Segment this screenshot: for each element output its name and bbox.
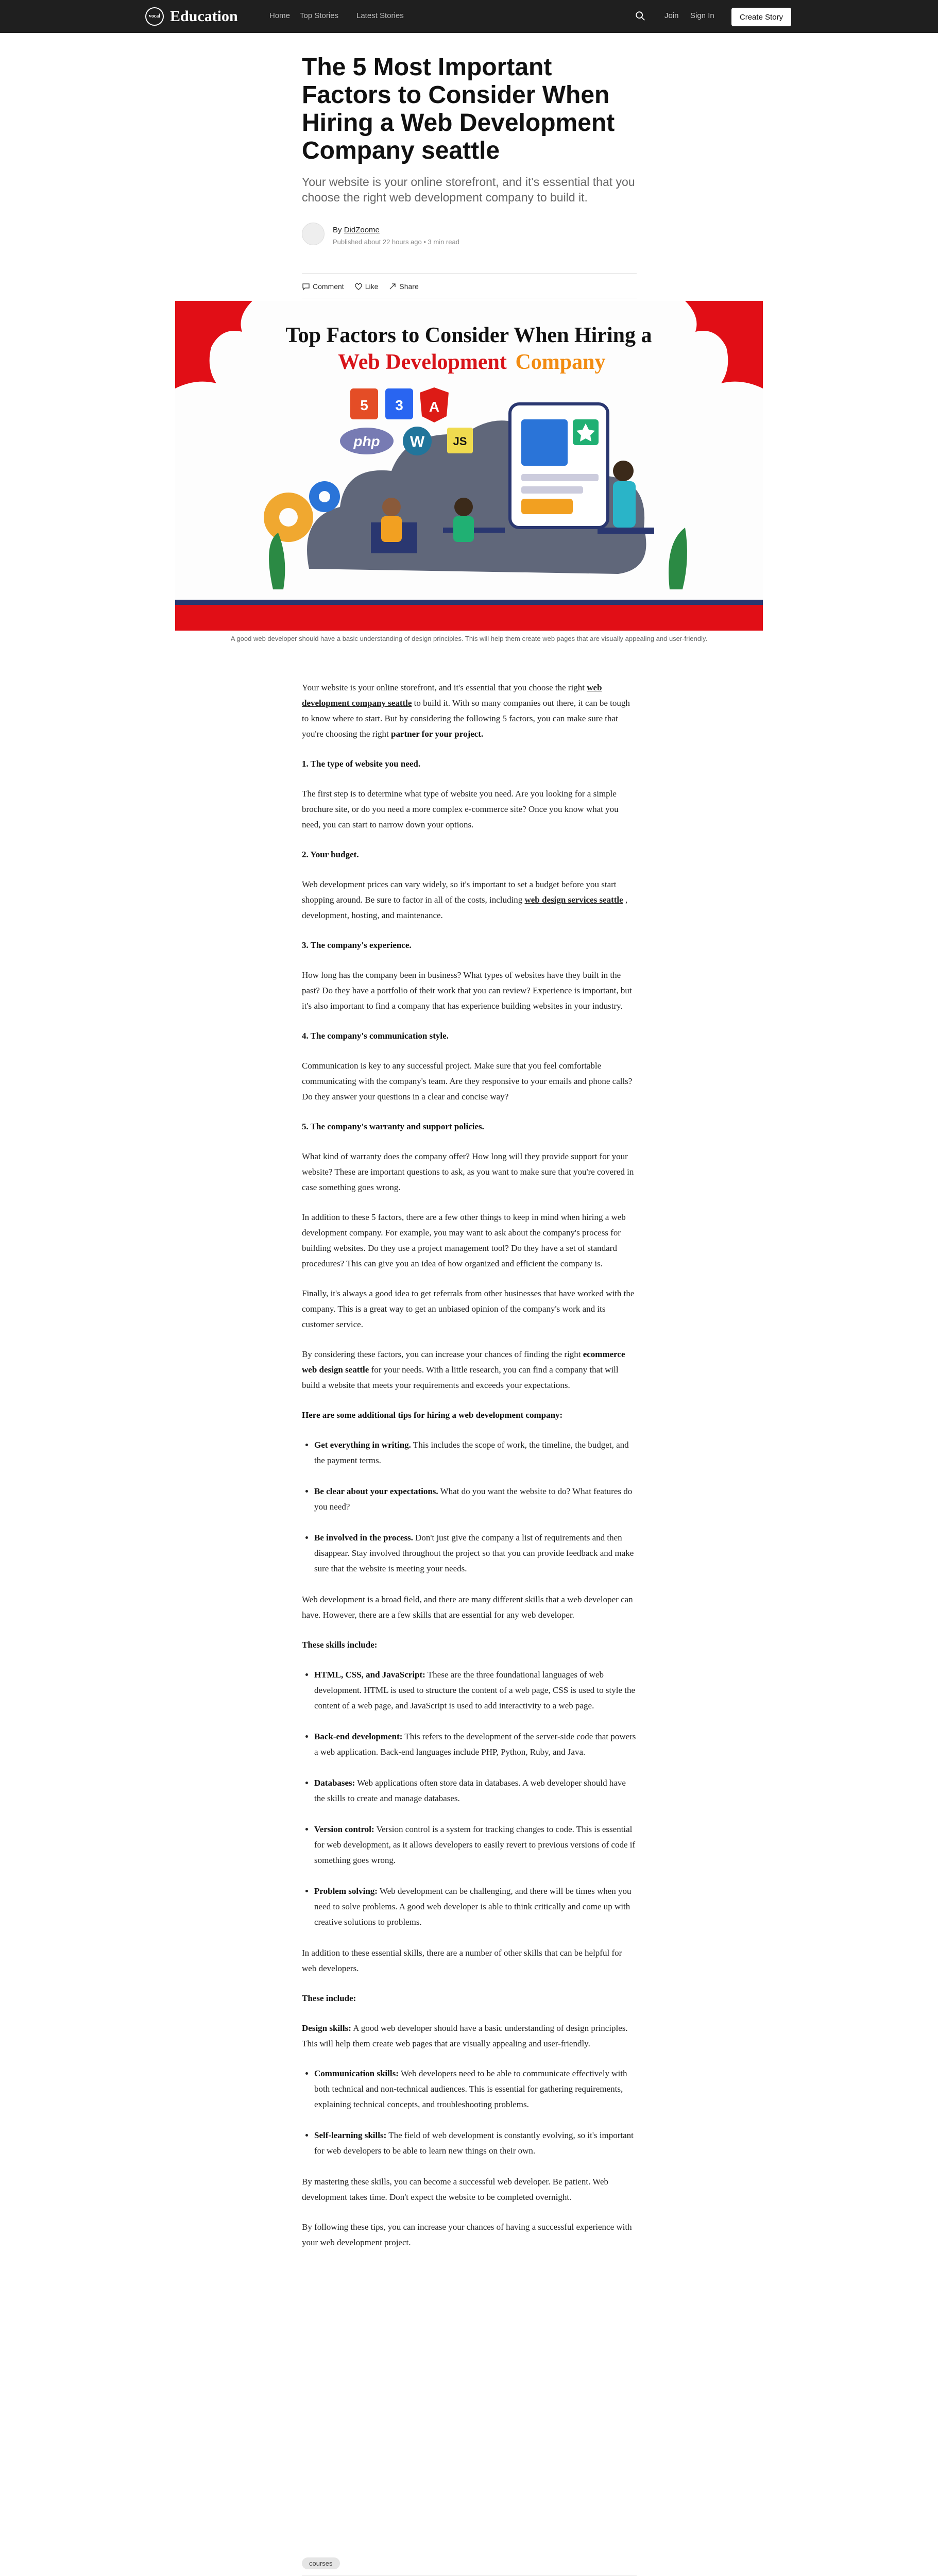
heart-icon xyxy=(354,282,363,291)
comment-label: Comment xyxy=(313,282,344,291)
text: for your needs. With a little research, you can find a company that will build a website that meets your requirements and exceeds your expectations. xyxy=(302,1365,619,1390)
hero-heading-orange: Company xyxy=(515,350,606,374)
bold-text: Get everything in writing. xyxy=(314,1440,411,1450)
list-item xyxy=(314,2066,637,2112)
hero-heading-line1: Top Factors to Consider When Hiring a xyxy=(285,324,652,347)
article-actions-top xyxy=(302,282,419,291)
heading-text: These skills include: xyxy=(302,1640,378,1650)
text: These are the three foundational languages of web development. HTML is used to structure the content of a web page, CSS is used to style the content of a web page, and JavaScript is used to add interactivity to a web page. xyxy=(314,1670,636,1710)
create-story-button[interactable]: Create Story xyxy=(731,8,791,26)
section-heading xyxy=(302,1408,637,1423)
bold-text: Be clear about your expectations. xyxy=(314,1486,438,1496)
share-label: Share xyxy=(399,282,419,291)
heading-text: 2. Your budget. xyxy=(302,850,359,859)
share-action[interactable] xyxy=(388,282,418,291)
tag-chip[interactable]: courses xyxy=(302,2557,340,2569)
hero-image xyxy=(175,301,763,631)
section-heading xyxy=(302,938,637,953)
nav-latest-stories[interactable]: Latest Stories xyxy=(356,11,404,20)
section-heading xyxy=(302,1119,637,1134)
html5-icon: 5 xyxy=(360,397,368,413)
heading-text: 4. The company's communication style. xyxy=(302,1031,449,1041)
comment-action[interactable] xyxy=(302,282,344,291)
hero-illustration xyxy=(175,301,763,631)
section-heading xyxy=(302,1991,637,2006)
text: Web development prices can vary widely, so it's important to set a budget before you start shopping around. Be sure to factor in all of the costs, including xyxy=(302,879,617,905)
paragraph xyxy=(302,2021,637,2052)
text: The field of web development is constantly evolving, so it's important for web developers to be able to learn new things on their own. xyxy=(314,2130,634,2156)
list-item xyxy=(314,1667,637,1714)
bold-text: Databases: xyxy=(314,1778,355,1788)
bold-text: Problem solving: xyxy=(314,1886,378,1896)
article-body xyxy=(302,680,637,2265)
nav-home[interactable]: Home xyxy=(269,11,291,20)
text: to build it. With so many companies out there, it can be tough to know where to start. But by considering the following 5 factors, you can make sure that you're choosing the right xyxy=(302,698,630,739)
text: Version control is a system for tracking changes to code. This is essential for web development, as it allows developers to easily revert to previous versions of code if something goes wrong. xyxy=(314,1824,636,1865)
text: Web applications often store data in databases. A web developer should have the skills to create and manage databases. xyxy=(314,1778,626,1803)
paragraph: By following these tips, you can increase your chances of having a successful experience with your web development project. xyxy=(302,2222,632,2247)
top-navigation-bar xyxy=(0,0,938,33)
angular-icon: A xyxy=(429,399,440,415)
heading-text: Here are some additional tips for hiring a web development company: xyxy=(302,1410,563,1420)
inline-link[interactable]: web development company seattle xyxy=(302,683,602,708)
list-item xyxy=(314,1822,637,1868)
section-heading xyxy=(302,756,637,772)
article-subtitle: Your website is your online storefront, and it's essential that you choose the right web development company to build it. xyxy=(302,175,635,204)
like-label: Like xyxy=(365,282,379,291)
nav-top-stories[interactable]: Top Stories xyxy=(300,11,339,20)
join-link[interactable]: Join xyxy=(664,11,679,20)
heading-text: 5. The company's warranty and support policies. xyxy=(302,1122,484,1131)
bold-text: HTML, CSS, and JavaScript: xyxy=(314,1670,425,1680)
author-byline xyxy=(333,226,380,234)
text: This includes the scope of work, the timeline, the budget, and the payment terms. xyxy=(314,1440,629,1465)
text: By considering these factors, you can increase your chances of finding the right xyxy=(302,1349,583,1359)
vocal-logo-mark[interactable]: vocal xyxy=(145,7,164,26)
text: , development, hosting, and maintenance. xyxy=(302,895,628,920)
author-name-link[interactable]: DidZoome xyxy=(344,226,380,234)
bold-text: Self-learning skills: xyxy=(314,2130,387,2140)
heading-text: 1. The type of website you need. xyxy=(302,759,421,769)
article-title: The 5 Most Important Factors to Consider When Hiring a Web Development Company seattle xyxy=(302,54,615,164)
tips-list xyxy=(302,1437,637,1577)
list-item xyxy=(314,1884,637,1930)
skills-list xyxy=(302,1667,637,1930)
css3-icon: 3 xyxy=(395,397,403,413)
sign-in-link[interactable]: Sign In xyxy=(690,11,714,20)
text: Don't just give the company a list of requirements and then disappear. Stay involved throughout the project so that you can provide feedback and make sure that the website is meeting your needs. xyxy=(314,1533,634,1573)
hero-heading-red: Web Development xyxy=(338,350,507,374)
paragraph: Web development is a broad field, and there are many different skills that a web developer can have. However, there are a few skills that are essential for any web developer. xyxy=(302,1595,633,1620)
hero-caption: A good web developer should have a basic understanding of design principles. This will help them create web pages that are visually appealing and user-friendly. xyxy=(230,635,708,642)
community-logo-text[interactable]: Education xyxy=(170,8,238,25)
list-item xyxy=(314,1484,637,1515)
paragraph: The first step is to determine what type of website you need. Are you looking for a simple brochure site, or do you need a more complex e-commerce site? Once you know what you need, you can start to narrow down your options. xyxy=(302,789,619,829)
paragraph: How long has the company been in business? What types of websites have they built in the past? Do they have a portfolio of their work that you can review? Experience is important, but it's also important to find a company that has experience building websites in your industry. xyxy=(302,970,632,1011)
php-icon: php xyxy=(353,433,380,449)
bold-text: Design skills: xyxy=(302,2023,351,2033)
javascript-icon: JS xyxy=(453,435,467,448)
paragraph: Communication is key to any successful project. Make sure that you feel comfortable communicating with the company's team. Are they responsive to your emails and phone calls? Do they answer your questions in a clear and concise way? xyxy=(302,1061,633,1101)
search-icon[interactable] xyxy=(635,10,646,22)
text: Web development can be challenging, and there will be times when you need to solve problems. A good web developer is able to think critically and come up with creative solutions to problems. xyxy=(314,1886,632,1927)
heading-text: 3. The company's experience. xyxy=(302,940,412,950)
author-avatar[interactable] xyxy=(302,223,325,245)
text: This refers to the development of the server-side code that powers a web application. Back-end languages include PHP, Python, Ruby, and Java. xyxy=(314,1732,636,1757)
divider xyxy=(302,273,637,274)
bold-text: ecommerce web design seattle xyxy=(302,1349,625,1375)
paragraph xyxy=(302,877,637,923)
bold-text: Back-end development: xyxy=(314,1732,403,1741)
section-heading xyxy=(302,1028,637,1044)
bold-text: partner for your project. xyxy=(391,729,484,739)
text: Web developers need to be able to communicate effectively with both technical and non-technical audiences. This is essential for gathering requirements, explaining technical concepts, and troubleshooting problems. xyxy=(314,2069,627,2109)
text: A good web developer should have a basic understanding of design principles. This will help them create web pages that are visually appealing and user-friendly. xyxy=(302,2023,628,2048)
list-item xyxy=(314,1530,637,1577)
bold-text: Be involved in the process. xyxy=(314,1533,413,1543)
list-item xyxy=(314,2128,637,2159)
inline-link[interactable]: web design services seattle xyxy=(524,895,623,905)
text: What do you want the website to do? What features do you need? xyxy=(314,1486,633,1512)
paragraph: What kind of warranty does the company offer? How long will they provide support for your website? These are important questions to ask, as you want to make sure that you're covered in case something goes wrong. xyxy=(302,1151,634,1192)
published-meta: Published about 22 hours ago • 3 min read xyxy=(333,238,459,246)
paragraph: In addition to these essential skills, there are a number of other skills that can be helpful for web developers. xyxy=(302,1948,622,1973)
comment-icon xyxy=(302,282,310,291)
paragraph: By mastering these skills, you can become a successful web developer. Be patient. Web development takes time. Don't expect the website to be completed overnight. xyxy=(302,2177,609,2202)
section-heading xyxy=(302,1637,637,1653)
paragraph: Finally, it's always a good idea to get referrals from other businesses that have worked with the company. This is a great way to get an unbiased opinion of the company's work and its customer service. xyxy=(302,1289,635,1329)
by-prefix: By xyxy=(333,226,342,234)
section-heading xyxy=(302,847,637,862)
share-icon xyxy=(388,282,397,291)
text: Your website is your online storefront, and it's essential that you choose the right xyxy=(302,683,587,692)
list-item xyxy=(314,1775,637,1806)
paragraph xyxy=(302,1347,637,1393)
wordpress-icon: W xyxy=(410,433,425,450)
more-skills-list xyxy=(302,2066,637,2159)
list-item xyxy=(314,1437,637,1468)
list-item xyxy=(314,1729,637,1760)
heading-text: These include: xyxy=(302,1993,356,2003)
like-action[interactable] xyxy=(354,282,379,291)
bold-text: Communication skills: xyxy=(314,2069,399,2078)
bold-text: Version control: xyxy=(314,1824,374,1834)
paragraph: In addition to these 5 factors, there are a few other things to keep in mind when hiring a web development company. For example, you may want to ask about the company's process for building websites. Do they use a project management tool? Do they have a set of standard procedures? This can give you an idea of how organized and efficient the company is. xyxy=(302,1212,626,1268)
paragraph xyxy=(302,680,637,742)
